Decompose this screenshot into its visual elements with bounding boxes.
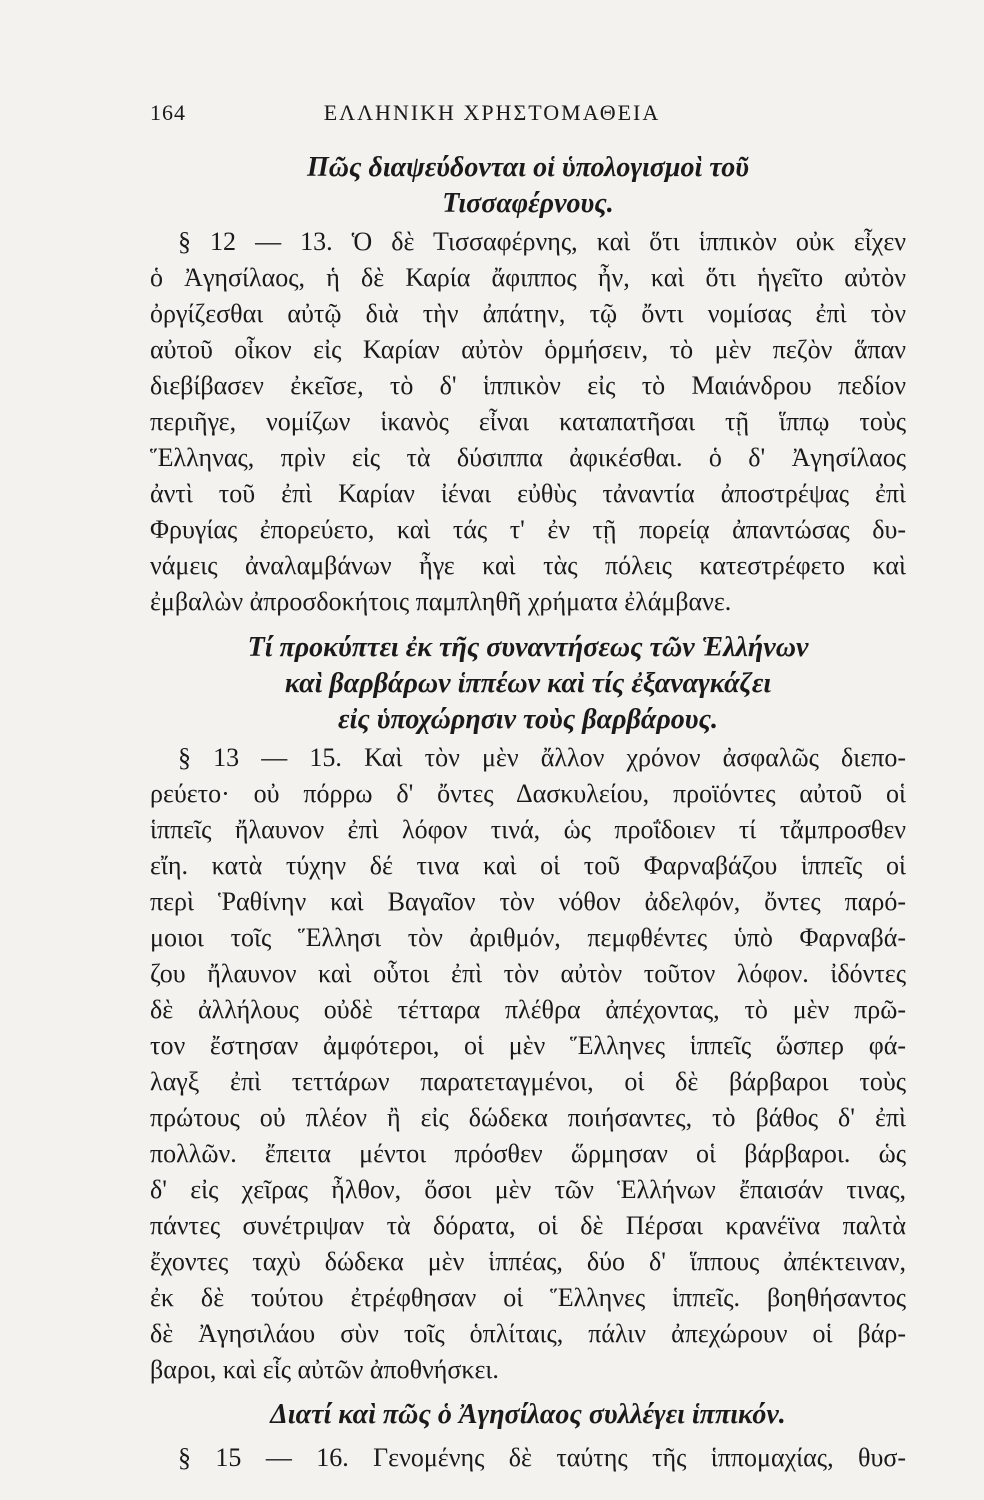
section-heading-3: Διατί καὶ πῶς ὁ Ἀγησίλαος συλλέγει ἱππικόν. [270,1399,786,1430]
text-line: ὁ Ἀγησίλαος, ἡ δὲ Καρία ἄφιππος ἦν, καὶ ὅτι ἡγεῖτο αὐτὸν [150,263,906,292]
section-heading-2 [150,630,906,738]
text-line: § 13 — 15. Καὶ τὸν μὲν ἄλλον χρόνον ἀσφαλῶς διεπο- [178,743,906,772]
heading-line: Τί προκύπτει ἐκ τῆς συναντήσεως τῶν Ἑλλήνων [247,632,809,663]
heading-line: εἰς ὑποχώρησιν τοὺς βαρβάρους. [338,704,718,735]
paragraph-2 [150,740,906,1388]
text-line: διεβίβασεν ἐκεῖσε, τὸ δ' ἱππικὸν εἰς τὸ Μαιάνδρου πεδίον [150,371,906,400]
text-line: Φρυγίας ἐπορεύετο, καὶ τάς τ' ἐν τῇ πορείᾳ ἀπαντώσας δυ- [150,515,906,544]
text-line: αὐτοῦ οἶκον εἰς Καρίαν αὐτὸν ὁρμήσειν, τὸ μὲν πεζὸν ἅπαν [150,335,906,364]
text-line: εἴη. κατὰ τύχην δέ τινα καὶ οἱ τοῦ Φαρναβάζου ἱππεῖς οἱ [150,851,906,880]
text-line: μοιοι τοῖς Ἕλλησι τὸν ἀριθμόν, πεμφθέντες ὑπὸ Φαρναβά- [150,923,906,952]
text-line: ζου ἤλαυνον καὶ οὗτοι ἐπὶ τὸν αὐτὸν τοῦτον λόφον. ἰδόντες [150,959,906,988]
text-block [150,150,906,1480]
heading-line: Πῶς διαψεύδονται οἱ ὑπολογισμοὶ τοῦ [306,152,749,183]
text-line: ἱππεῖς ἤλαυνον ἐπὶ λόφον τινά, ὡς προΐδοιεν τί τἄμπροσθεν [150,815,906,844]
text-line: ἔχοντες ταχὺ δώδεκα μὲν ἱππέας, δύο δ' ἵππους ἀπέκτειναν, [150,1247,906,1276]
text-line: ἐκ δὲ τούτου ἐτρέφθησαν οἱ Ἕλληνες ἱππεῖς. βοηθήσαντος [150,1283,906,1312]
text-line: Ἕλληνας, πρὶν εἰς τὰ δύσιππα ἀφικέσθαι. ὁ δ' Ἀγησίλαος [150,443,906,472]
text-line: § 15 — 16. Γενομένης δὲ ταύτης τῆς ἱππομαχίας, θυσ- [178,1443,906,1472]
text-line: δὲ Ἀγησιλάου σὺν τοῖς ὁπλίταις, πάλιν ἀπεχώρουν οἱ βάρ- [150,1319,906,1348]
text-line: πολλῶν. ἔπειτα μέντοι πρόσθεν ὥρμησαν οἱ βάρβαροι. ὡς [150,1139,906,1168]
text-line: ἐμβαλὼν ἀπροσδοκήτοις παμπληθῆ χρήματα ἐλάμβανε. [150,587,732,616]
page-number: 164 [150,100,186,125]
text-line: περὶ Ῥαθίνην καὶ Βαγαῖον τὸν νόθον ἀδελφόν, ὄντες παρό- [150,887,906,916]
heading-line: καὶ βαρβάρων ἱππέων καὶ τίς ἐξαναγκάζει [284,668,772,699]
text-line: νάμεις ἀναλαμβάνων ἦγε καὶ τὰς πόλεις κατεστρέφετο καὶ [150,551,906,580]
text-line: τον ἔστησαν ἀμφότεροι, οἱ μὲν Ἕλληνες ἱππεῖς ὥσπερ φά- [150,1031,906,1060]
text-line: λαγξ ἐπὶ τεττάρων παρατεταγμένοι, οἱ δὲ βάρβαροι τοὺς [150,1067,906,1096]
section-heading-1 [150,150,906,222]
text-line: δ' εἰς χεῖρας ἦλθον, ὅσοι μὲν τῶν Ἑλλήνων ἔπαισάν τινας, [150,1175,906,1204]
text-line: δὲ ἀλλήλους οὐδὲ τέτταρα πλέθρα ἀπέχοντας, τὸ μὲν πρῶ- [150,995,906,1024]
text-line: πρώτους οὐ πλέον ἢ εἰς δώδεκα ποιήσαντες, τὸ βάθος δ' ἐπὶ [150,1103,906,1132]
text-line: βαροι, καὶ εἷς αὐτῶν ἀποθνήσκει. [150,1355,499,1384]
paragraph-3 [150,1440,906,1476]
text-line: ρεύετο· οὐ πόρρω δ' ὄντες Δασκυλείου, προϊόντες αὐτοῦ οἱ [150,779,906,808]
text-line: ὀργίζεσθαι αὐτῷ διὰ τὴν ἀπάτην, τῷ ὄντι νομίσας ἐπὶ τὸν [150,299,906,328]
text-line: πάντες συνέτριψαν τὰ δόρατα, οἱ δὲ Πέρσαι κρανέϊνα παλτὰ [150,1211,906,1240]
text-line: § 12 — 13. Ὁ δὲ Τισσαφέρνης, καὶ ὅτι ἱππικὸν οὐκ εἶχεν [178,227,906,256]
running-title: ΕΛΛΗΝΙΚΗ ΧΡΗΣΤΟΜΑΘΕΙΑ [323,100,661,125]
heading-line: Τισσαφέρνους. [442,188,614,219]
text-line: περιῆγε, νομίζων ἱκανὸς εἶναι καταπατῆσαι τῇ ἵππῳ τοὺς [150,407,906,436]
text-line: ἀντὶ τοῦ ἐπὶ Καρίαν ἰέναι εὐθὺς τἀναντία ἀποστρέψας ἐπὶ [150,479,906,508]
paragraph-1 [150,224,906,620]
